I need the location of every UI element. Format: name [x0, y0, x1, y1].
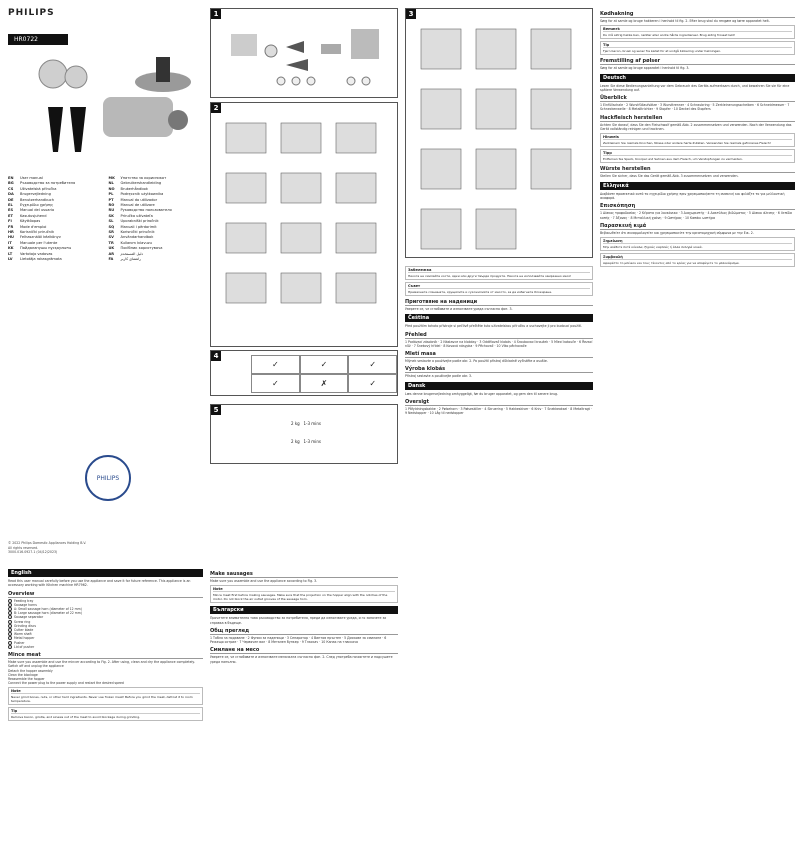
cleaning-cell: ✓	[251, 374, 300, 393]
panel-2	[210, 102, 398, 347]
language-name: Εγχειρίδιο χρήσης	[20, 203, 54, 208]
language-name: User manual	[20, 176, 43, 180]
language-code: FI	[8, 219, 12, 224]
language-code: BG	[8, 181, 14, 186]
language-name: Manual de utilizare	[120, 203, 155, 208]
pusher	[156, 57, 170, 82]
part-horn-a	[286, 41, 304, 53]
sausage-title: Make sausages	[210, 571, 398, 578]
part-hopper	[231, 34, 257, 56]
note-box: Bemærk Du må aldrig hakke ben, nødder eller andre hårde ingredienser. Brug aldrig frosset kød!	[600, 25, 795, 39]
sausage-intro: Make sure you assemble and use the appliance according to Fig. 3.	[210, 579, 318, 583]
cleaning-cell: ✓	[300, 355, 349, 374]
tip-title: Tipp	[603, 151, 792, 156]
kima-title: Παρασκευή κιμά	[600, 223, 795, 230]
mince-step: Connect the power plug to the power supply and restart the desired speed	[8, 681, 124, 686]
sausage-horn-small	[48, 107, 63, 152]
overview-title: Überblick	[600, 95, 795, 102]
kodhakning-text: Sørg for at samle og bruge hakkeren i henhold til fig. 2. Efter brug skal du rengøre og tørre apparatet helt.	[600, 19, 770, 23]
panel-number: 2	[211, 103, 221, 113]
note-text: Mince meat first before making sausages. Make sure that the projection on the hopper align with the notches of the motor. Do not block the air outlet grooves of the sausage horn.	[213, 593, 388, 602]
language-code: HU	[8, 235, 14, 240]
language-name: Uživatelská příručka	[20, 186, 57, 191]
language-code: RO	[108, 203, 115, 208]
language-name: Användarhandbok	[120, 235, 154, 240]
mincer-body	[103, 97, 173, 137]
language-name: Kullanım kılavuzu	[120, 240, 152, 245]
model-number: HR0722	[8, 34, 68, 45]
tip-box: Tipp Entfernen Sie Speck, Knorpel und Sehnen aus dem Fleisch, um Verstopfungen zu vermeiden.	[600, 149, 795, 163]
note-box	[210, 585, 398, 603]
usage-weight: 2 kg	[291, 421, 300, 426]
tip-box	[8, 707, 203, 721]
copyright-line-2: All rights reserved.	[8, 545, 39, 550]
language-code: NO	[108, 186, 115, 191]
note-text: Never grind bones, nuts, or other hard ingredients. Never use frozen meat! Before you grind the meat, defrost it to room temperature.	[11, 695, 193, 704]
english-section	[8, 566, 203, 723]
language-name: دليل المستخدم	[120, 251, 144, 256]
section-header: Deutsch	[600, 74, 795, 82]
note-box: Забележка Никога не смилайте кости, ядки или други твърди продукти. Никога не използвайте замразено месо!	[405, 266, 593, 280]
language-code: MK	[108, 176, 115, 180]
usage-time: 1-3 mins	[303, 439, 321, 444]
usage-time: 1-3 mins	[303, 421, 321, 426]
tip-box: Tip Fjern bacon, brusk og sener fra kødet for at undgå blokering under hakningen.	[600, 41, 795, 55]
note-box: Σημείωση Μην αλέθετε ποτέ κόκαλα, ξηρούς καρπούς ή άλλα σκληρά υλικά.	[600, 237, 795, 251]
panel-5	[210, 404, 398, 464]
wurste-title: Würste herstellen	[600, 166, 795, 173]
cleaning-cell: ✓	[348, 355, 397, 374]
bg-sausage-title: Приготвяне на наденици	[405, 299, 593, 306]
language-name: Mode d'emploi	[20, 224, 47, 229]
section-header: Dansk	[405, 382, 593, 390]
language-code: LV	[8, 257, 13, 262]
tip-text: Remove bacon, gristle, and sinews out of the meat to avoid blockage during grinding.	[11, 715, 141, 720]
panel-1	[210, 8, 398, 98]
cleaning-cell: ✓	[251, 355, 300, 374]
language-name: Руководство пользователя	[120, 208, 172, 213]
mince-steps-diagram	[211, 103, 399, 348]
language-code: SK	[108, 213, 114, 218]
sausage-steps-diagram	[406, 9, 594, 259]
cleaning-table	[251, 355, 397, 393]
grinding-disc-coarse	[65, 66, 87, 88]
note-box	[8, 687, 203, 705]
mince-step: Clean the blockage	[8, 672, 38, 677]
overview-item: Worm shaft	[8, 632, 203, 636]
panel-number: 4	[211, 351, 221, 361]
brand-wordmark: PHILIPS	[8, 8, 55, 18]
language-name: Podręcznik użytkownika	[120, 192, 164, 197]
panel-3	[405, 8, 593, 258]
kodhakning-title: Kødhakning	[600, 11, 795, 18]
screw-ring	[168, 110, 188, 130]
tip-title: Συμβουλή	[603, 255, 792, 260]
mince-step: Detach the hopper assembly	[8, 668, 53, 673]
language-name: Kasutusjuhend	[20, 213, 47, 218]
language-code: LT	[8, 251, 13, 256]
panel-number: 1	[211, 9, 221, 19]
overview-title: Общ преглед	[210, 628, 398, 635]
tip-title: Tip	[603, 43, 792, 48]
language-code: FA	[108, 257, 114, 262]
polser-title: Fremstilling af pølser	[600, 58, 795, 65]
language-name: Пайдаланушы нұсқаулығы	[20, 246, 72, 251]
language-name: Korisnički priručnik	[20, 230, 55, 235]
overview-title: Επισκόπηση	[600, 203, 795, 210]
language-code: FR	[8, 224, 14, 229]
language-name: Manual do utilizador	[120, 197, 158, 202]
language-name: Ръководство за потребителя	[20, 181, 76, 186]
language-name: Упатство за корисникот	[120, 176, 167, 180]
language-name: راهنمای کاربر	[120, 257, 141, 262]
language-code: DA	[8, 192, 14, 197]
language-code: HR	[8, 230, 14, 235]
overview-item: A: Small sausage horn (diameter of 12 mm)	[8, 607, 203, 611]
sausage-bulgarian-section: Make sausages Make sure you assemble and use the appliance according to Fig. 3. Note Mince meat first before making sausages. Make sure that the projection on the hopper align with the notches of the motor. Do not block the air outlet grooves of the sausage horn. Български Прочетете внимателно това ръководство за потребителя, преди да използвате уреда, и го запазете за справка в бъдеще. Общ преглед 1 Табла за подаване · 2 Фунии за наденици · 3 Сепаратор · 4 Винтов пръстен · 5 Дискове за смилане · 6 Режещо острие · 7 Червячен вал · 8 Метален бункер · 9 Тласкач · 10 Капак на тласкача Смилане на месо Уверете се, че сглобявате и използвате мелачката съгласно фиг. 2. След употреба почистете и подсушете уреда напълно.	[210, 568, 398, 664]
mince-text: Make sure you assemble and use the mincer according to Fig. 2. After using, clean and dry the appliance completely.	[8, 660, 195, 665]
overview-item: Metal hopper	[8, 636, 203, 640]
language-name: Manual del usuario	[20, 208, 55, 213]
language-name: Käyttöopas	[20, 219, 41, 224]
overview-title: Oversigt	[405, 399, 593, 406]
philips-shield-logo-text: PHILIPS	[96, 474, 120, 482]
language-name: Felhasználói kézikönyv	[20, 235, 61, 240]
language-code: UK	[108, 246, 115, 251]
language-code: RU	[108, 208, 115, 213]
overview-list	[8, 599, 203, 649]
language-code: CS	[8, 186, 14, 191]
language-name: Manuale per l'utente	[20, 240, 58, 245]
mince-title: Mletí masa	[405, 351, 593, 358]
language-name: Gebruikershandleiding	[120, 181, 162, 186]
part-disc	[265, 45, 277, 57]
overview-item: Lid of pusher	[8, 645, 203, 649]
tip-box: Συμβουλή Αφαιρέστε το μπέικον και τους τένοντες από το κρέας για να αποφύγετε το μπλοκάρισμα.	[600, 253, 795, 267]
part-horn-b	[286, 59, 308, 71]
language-code: ES	[8, 208, 14, 213]
language-name: Brugervejledning	[20, 192, 51, 197]
column-4-text: Kødhakning Sørg for at samle og bruge hakkeren i henhold til fig. 2. Efter brug skal du rengøre og tørre apparatet helt. Bemærk Du må aldrig hakke ben, nødder eller andre hårde ingredienser. Brug aldrig frosset kød! Tip Fjern bacon, brusk og sener fra kødet for at undgå blokering under hakningen. Fremstilling af pølser Sørg for at samle og bruge apparatet i henhold til fig. 3. Deutsch Lesen Sie diese Bedienungsanleitung vor dem Gebrauch des Geräts aufmerksam durch, und bewahren Sie sie für eine spätere Verwendung auf. Überblick 1 Einfüllschale · 2 Wurstfüllaufsätze · 3 Wursttrenner · 4 Schraubring · 5 Zerkleinerungsscheiben · 6 Schneidmesser · 7 Schneckenwelle · 8 Metalltrichter · 9 Stopfer · 10 Deckel des Stopfers Hackfleisch herstellen Achten Sie darauf, dass Sie den Fleischwolf gemäß Abb. 2 zusammensetzen und verwenden. Nach der Verwendung das Gerät vollständig reinigen und trocknen. Hinweis Zerkleinern Sie niemals Knochen, Nüsse oder andere harte Zutaten. Verwenden Sie niemals gefrorenes Fleisch! Tipp Entfernen Sie Speck, Knorpel und Sehnen aus dem Fleisch, um Verstopfungen zu vermeiden. Würste herstellen Stellen Sie sicher, dass Sie das Gerät gemäß Abb. 3 zusammensetzen und verwenden. Ελληνικά Διαβάστε προσεκτικά αυτό το εγχειρίδιο χρήσης πριν χρησιμοποιήσετε τη συσκευή και φυλάξτε το για μελλοντική αναφορά. Επισκόπηση 1 Δίσκος τροφοδοσίας · 2 Κέρατα για λουκάνικα · 3 Διαχωριστής · 4 Δακτύλιος βιδώματος · 5 Δίσκοι άλεσης · 6 Λεπίδα κοπής · 7 Άξονας · 8 Μεταλλική χοάνη · 9 Ωστήρας · 10 Καπάκι ωστήρα Παρασκευή κιμά Βεβαιωθείτε ότι συναρμολογείτε και χρησιμοποιείτε την κρεατομηχανή σύμφωνα με την Εικ. 2. Σημείωση Μην αλέθετε ποτέ κόκαλα, ξηρούς καρπούς ή άλλα σκληρά υλικά. Συμβουλή Αφαιρέστε το μπέικον και τους τένοντες από το κρέας για να αποφύγετε το μπλοκάρισμα.	[600, 8, 795, 269]
mince-step: Reassemble the hopper	[8, 676, 45, 681]
usage-table	[291, 415, 321, 451]
cleaning-cell: ✗	[300, 374, 349, 393]
tip-title: Tip	[11, 709, 200, 714]
language-code: SR	[108, 230, 114, 235]
language-name: Benutzerhandbuch	[20, 197, 55, 202]
language-name: Korisnički priručnik	[120, 230, 155, 235]
language-name: Uporabniški priročnik	[120, 219, 159, 224]
overview-item: Cutter blade	[8, 628, 203, 632]
mince-title: Mince meat	[8, 652, 203, 659]
mince-step: Switch off and unplug the appliance	[8, 664, 64, 669]
note-box: Hinweis Zerkleinern Sie niemals Knochen, Nüsse oder andere harte Zutaten. Verwenden Sie niemals gefrorenes Fleisch!	[600, 133, 795, 147]
overview-item: Screw ring	[8, 620, 203, 624]
tip-box: Съвет Премахнете сланината, хрущялите и сухожилията от месото, за да избегнете блокиране.	[405, 282, 593, 296]
tip-title: Съвет	[408, 284, 590, 289]
cleaning-cell: ✓	[348, 374, 397, 393]
language-code: SL	[108, 219, 114, 224]
part-worm	[321, 44, 341, 54]
section-header: Ελληνικά	[600, 182, 795, 190]
note-title: Σημείωση	[603, 239, 792, 244]
language-code: NL	[108, 181, 114, 186]
overview-title: Přehled	[405, 332, 593, 339]
language-name: Vartotojo vadovas	[20, 251, 53, 256]
usage-weight: 2 kg	[291, 439, 300, 444]
section-header: Čeština	[405, 314, 593, 322]
language-code: TR	[108, 240, 114, 245]
section-header: English	[8, 569, 203, 577]
panel-number: 3	[406, 9, 416, 19]
overview-item: B: Large sausage horn (diameter of 22 mm)	[8, 611, 203, 615]
language-code: IT	[8, 240, 12, 245]
mince-title: Смилане на месо	[210, 647, 398, 654]
language-code: SQ	[108, 224, 115, 229]
language-entry	[8, 257, 103, 262]
language-code: EL	[8, 203, 13, 208]
note-title: Note	[11, 689, 200, 694]
language-code: SV	[108, 235, 114, 240]
language-code: PL	[108, 192, 114, 197]
note-title: Забележка	[408, 268, 590, 273]
note-title: Bemærk	[603, 27, 792, 32]
language-code: DE	[8, 197, 14, 202]
overview-item: Sausage separator	[8, 615, 203, 619]
mince-steps	[8, 664, 203, 685]
language-name: Посібник користувача	[120, 246, 163, 251]
language-entry	[109, 257, 204, 262]
panel-4	[210, 350, 398, 396]
overview-item: Grinding discs	[8, 624, 203, 628]
language-name: Príručka užívateľa	[120, 213, 153, 218]
language-name: Lietotāja rokasgrāmata	[20, 257, 62, 262]
language-name: Brukerhåndbok	[120, 186, 148, 191]
language-code: KK	[8, 246, 14, 251]
section-header: Български	[210, 606, 398, 614]
sausage-horn-large	[70, 107, 86, 152]
note-title: Note	[213, 587, 395, 592]
hackfleisch-title: Hackfleisch herstellen	[600, 115, 795, 122]
copyright-line-1: © 2022 Philips Domestic Appliances Holding B.V.	[8, 541, 87, 545]
overview-item: Feeding tray	[8, 599, 203, 603]
philips-shield-logo	[85, 455, 131, 501]
copyright	[8, 541, 198, 555]
product-illustration	[8, 52, 203, 172]
copyright-line-3: 3000.016.0927.1 (04/12/2023)	[8, 550, 58, 555]
overview-item: Sausage horns	[8, 603, 203, 607]
language-code: PT	[108, 197, 114, 202]
language-name: Manuali i përdorimit	[120, 224, 157, 229]
overview-title: Overview	[8, 591, 203, 598]
language-code: ET	[8, 213, 13, 218]
intro-text: Read this user manual carefully before you use the appliance and save it for future reference. This appliance is an accessory working with Kitchen machine HR7962.	[8, 579, 191, 588]
assembly-diagram	[211, 9, 399, 99]
panel-number: 5	[211, 405, 221, 415]
part-motor	[351, 29, 379, 59]
column-3-text: Забележка Никога не смилайте кости, ядки или други твърди продукти. Никога не използвайте замразено месо! Съвет Премахнете сланината, хрущялите и сухожилията от месото, за да избегнете блокиране. Приготвяне на наденици Уверете се, че сглобявате и използвате уреда съгласно фиг. 3. Čeština Před použitím tohoto přístroje si pečlivě přečtěte tuto uživatelskou příručku a uschovejte ji pro budoucí použití. Přehled 1 Podávací zásobník · 2 Nástavce na klobásy · 3 Oddělovač klobás · 4 Šroubovací kroužek · 5 Mlecí kotouče · 6 Řezací nůž · 7 Šnekový hřídel · 8 Kovová násypka · 9 Pěchovač · 10 Víko pěchovače Mletí masa Mlýnek sestavte a používejte podle obr. 2. Po použití přístroj důkladně vyčistěte a osušte. Výroba klobás Přístroj sestavte a používejte podle obr. 3. Dansk Læs denne brugervejledning omhyggeligt, før du bruger apparatet, og gem den til senere brug. Oversigt 1 Påfyldningsbakke · 2 Pølsehorn · 3 Pølseskiller · 4 Skruering · 5 Hakkeskiver · 6 Kniv · 7 Snekkeaksel · 8 Metaltragt · 9 Nedstopper · 10 Låg til nedstopper	[405, 268, 593, 416]
overview-item: Pusher	[8, 641, 203, 645]
grinding-disc-fine	[39, 60, 67, 88]
language-code: AR	[108, 251, 115, 256]
sausage-title: Výroba klobás	[405, 366, 593, 373]
language-list	[8, 176, 203, 263]
note-title: Hinweis	[603, 135, 792, 140]
language-code: EN	[8, 176, 14, 180]
